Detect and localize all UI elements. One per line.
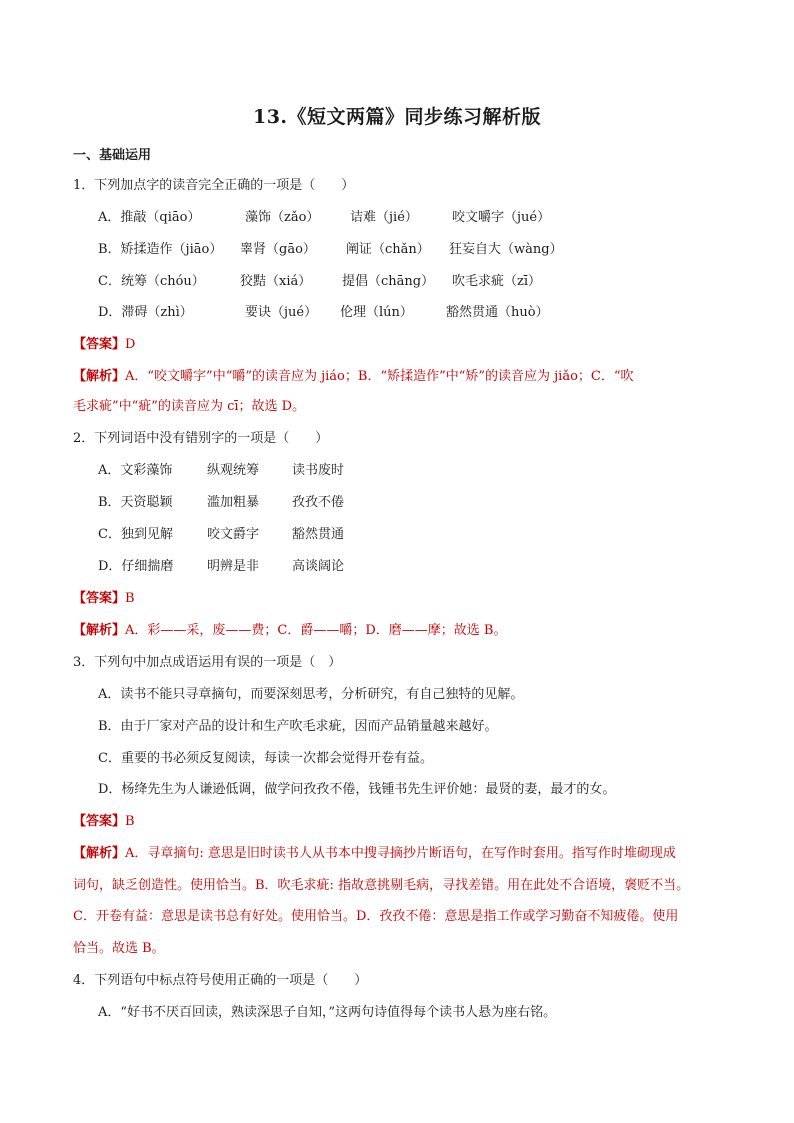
answer-tag: 【答案】 xyxy=(73,337,126,352)
q1-stem: 1．下列加点字的读音完全正确的一项是（ ） xyxy=(73,178,355,193)
q2-option-d-2: 明辨是非 xyxy=(207,559,260,574)
analysis-tag: 【解析】 xyxy=(73,623,126,638)
q3-analysis-line-1 xyxy=(73,845,676,863)
q3-option-c: C．重要的书必须反复阅读，每读一次都会觉得开卷有益。 xyxy=(98,751,433,766)
q2-answer-value: B xyxy=(125,591,135,606)
q2-option-d-1: D．仔细揣磨 xyxy=(98,559,174,574)
q2-analysis-text-1: A．彩——采，废——费；C．爵——嚼；D．磨——摩；故选 B。 xyxy=(125,623,507,638)
q1-answer-value: D xyxy=(125,337,136,352)
q2-option-a-3: 读书废时 xyxy=(292,463,345,478)
q1-option-d-1: D．滞碍（zhì） xyxy=(98,305,193,320)
q1-analysis-line-1 xyxy=(73,368,634,386)
q1-option-b-3: 阐证（chǎn） xyxy=(346,242,430,257)
q1-analysis-line-2: 毛求疵”中“疵”的读音应为 cī；故选 D。 xyxy=(73,399,306,414)
q1-option-b-4: 狂妄自大（wàng） xyxy=(449,242,563,257)
analysis-tag: 【解析】 xyxy=(73,369,126,384)
q1-option-c-2: 狡黠（xiá） xyxy=(240,274,312,289)
q1-option-b-1: B．矫揉造作（jiāo） xyxy=(98,242,223,257)
q1-analysis-text-1: A．“咬文嚼字”中“嚼”的读音应为 jiáo；B．“矫揉造作”中“矫”的读音应为 jiǎo；C．“吹 xyxy=(125,369,634,384)
q4-stem: 4．下列语句中标点符号使用正确的一项是（ ） xyxy=(73,973,368,988)
page-title: 13.《短文两篇》同步练习解析版 xyxy=(252,106,542,128)
q2-option-b-3: 孜孜不倦 xyxy=(292,495,345,510)
q2-option-c-2: 咬文爵字 xyxy=(207,527,260,542)
q2-stem: 2．下列词语中没有错别字的一项是（ ） xyxy=(73,431,329,446)
q3-option-a: A．读书不能只寻章摘句，而要深刻思考，分析研究，有自己独特的见解。 xyxy=(98,687,524,702)
q2-option-a-1: A．文彩藻饰 xyxy=(98,463,173,478)
q1-option-c-1: C．统筹（chóu） xyxy=(98,274,205,289)
q3-analysis-line-2: 词句，缺乏创造性。使用恰当。B．吹毛求疵: 指故意挑剔毛病，寻找差错。用在此处不合语境，褒贬不当。 xyxy=(73,878,690,893)
q1-option-c-3: 提倡（chāng） xyxy=(342,274,435,289)
q3-option-b: B．由于厂家对产品的设计和生产吹毛求疵，因而产品销量越来越好。 xyxy=(98,719,498,734)
q3-answer xyxy=(73,813,135,831)
q2-option-c-1: C．独到见解 xyxy=(98,527,173,542)
q1-answer xyxy=(73,336,135,354)
q3-stem: 3．下列句中加点成语运用有误的一项是（ ） xyxy=(73,655,342,670)
q2-option-d-3: 高谈阔论 xyxy=(292,559,345,574)
q2-analysis-line-1 xyxy=(73,622,506,640)
q2-option-b-2: 滥加粗暴 xyxy=(207,495,260,510)
q2-option-b-1: B．天资聪颖 xyxy=(98,495,173,510)
q1-option-c-4: 吹毛求疵（zī） xyxy=(452,274,542,289)
q3-answer-value: B xyxy=(125,814,135,829)
q3-analysis-line-4: 恰当。故选 B。 xyxy=(73,941,165,956)
answer-tag: 【答案】 xyxy=(73,814,126,829)
q2-option-a-2: 纵观统筹 xyxy=(207,463,260,478)
q1-option-d-2: 要诀（jué） xyxy=(245,305,318,320)
analysis-tag: 【解析】 xyxy=(73,846,126,861)
answer-tag: 【答案】 xyxy=(73,591,126,606)
q3-analysis-line-3: C．开卷有益：意思是读书总有好处。使用恰当。D．孜孜不倦：意思是指工作或学习勤奋不知疲倦。使用 xyxy=(73,909,679,924)
q1-option-d-4: 豁然贯通（huò） xyxy=(446,305,549,320)
q1-option-b-2: 睾肾（gāo） xyxy=(240,242,316,257)
q1-option-d-3: 伦理（lún） xyxy=(340,305,413,320)
q2-option-c-3: 豁然贯通 xyxy=(292,527,345,542)
q1-option-a-4: 咬文嚼字（jué） xyxy=(452,210,551,225)
q2-answer xyxy=(73,590,135,608)
q4-option-a: A．“好书不厌百回读，熟读深思子自知，”这两句诗值得每个读书人悬为座右铭。 xyxy=(98,1005,557,1020)
section-heading: 一、基础运用 xyxy=(73,148,152,163)
q3-option-d: D．杨绛先生为人谦逊低调，做学问孜孜不倦，钱锺书先生评价她：最贤的妻，最才的女。 xyxy=(98,782,616,797)
q1-option-a-3: 诘难（jié） xyxy=(350,210,418,225)
q3-analysis-text-1: A．寻章摘句: 意思是旧时读书人从书本中搜寻摘抄片断语句，在写作时套用。指写作时堆砌现成 xyxy=(125,846,676,861)
q1-option-a-1: A．推敲（qiāo） xyxy=(98,210,201,225)
q1-option-a-2: 藻饰（zǎo） xyxy=(245,210,320,225)
